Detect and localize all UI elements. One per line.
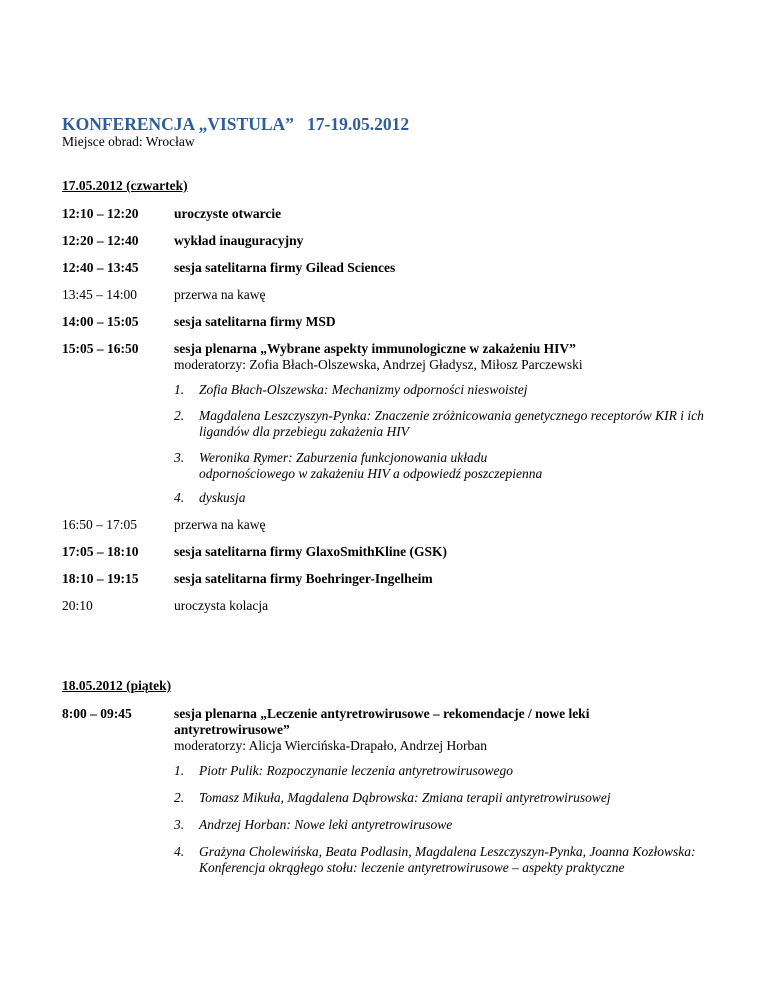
- row-desc: uroczyste otwarcie: [174, 206, 282, 221]
- talk-number: 2.: [174, 408, 185, 423]
- talk-text: Weronika Rymer: Zaburzenia funkcjonowania układu odpornościowego w zakażeniu HIV a odpowiedź poszczepienna: [199, 450, 543, 481]
- row-desc: przerwa na kawę: [174, 517, 266, 532]
- row-time: 15:05 – 16:50: [62, 341, 139, 356]
- row-desc-block: [174, 706, 654, 754]
- talk-text: Grażyna Cholewińska, Beata Podlasin, Magdalena Leszczyszyn-Pynka, Joanna Kozłowska: Konferencja okrągłego stołu: leczenie antyretrowirusowe – aspekty praktyczne: [199, 844, 696, 875]
- row-desc-block: [174, 341, 722, 373]
- talk-item: [174, 408, 704, 440]
- row-desc: uroczysta kolacja: [174, 598, 269, 613]
- row-time: 13:45 – 14:00: [62, 287, 138, 302]
- conference-title: KONFERENCJA „VISTULA” 17-19.05.2012: [62, 114, 410, 134]
- talk-number: 2.: [174, 790, 185, 805]
- session-moderators: moderatorzy: Zofia Błach-Olszewska, Andrzej Gładysz, Miłosz Parczewski: [174, 357, 583, 372]
- row-time: 12:20 – 12:40: [62, 233, 139, 248]
- talk-item: [174, 763, 704, 779]
- row-time: 8:00 – 09:45: [62, 706, 132, 721]
- row-desc: sesja satelitarna firmy MSD: [174, 314, 336, 329]
- talk-number: 3.: [174, 450, 185, 465]
- row-time: 17:05 – 18:10: [62, 544, 139, 559]
- talk-item: [174, 450, 704, 482]
- talk-text: dyskusja: [199, 490, 246, 505]
- talk-text: Andrzej Horban: Nowe leki antyretrowirusowe: [199, 817, 453, 832]
- row-time: 20:10: [62, 598, 93, 613]
- row-time: 12:10 – 12:20: [62, 206, 139, 221]
- row-desc: sesja satelitarna firmy Boehringer-Ingelheim: [174, 571, 433, 586]
- venue-line: Miejsce obrad: Wrocław: [62, 134, 195, 149]
- row-time: 16:50 – 17:05: [62, 517, 138, 532]
- talk-text: Zofia Błach-Olszewska: Mechanizmy odporności nieswoistej: [199, 382, 528, 397]
- talk-text: Magdalena Leszczyszyn-Pynka: Znaczenie zróżnicowania genetycznego receptorów KIR i ich ligandów dla przebiegu zakażenia HIV: [199, 408, 704, 439]
- session-moderators: moderatorzy: Alicja Wiercińska-Drapało, Andrzej Horban: [174, 738, 487, 753]
- row-time: 14:00 – 15:05: [62, 314, 139, 329]
- row-time: 18:10 – 19:15: [62, 571, 139, 586]
- session-title: sesja plenarna „Leczenie antyretrowirusowe – rekomendacje / nowe leki antyretrowirusowe”: [174, 706, 590, 737]
- talk-item: [174, 790, 704, 806]
- row-desc: przerwa na kawę: [174, 287, 266, 302]
- row-desc: wykład inauguracyjny: [174, 233, 304, 248]
- talk-number: 4.: [174, 490, 185, 505]
- talk-number: 4.: [174, 844, 185, 859]
- session-title: sesja plenarna „Wybrane aspekty immunologiczne w zakażeniu HIV”: [174, 341, 576, 356]
- row-desc: sesja satelitarna firmy GlaxoSmithKline (GSK): [174, 544, 447, 559]
- talk-text: Tomasz Mikuła, Magdalena Dąbrowska: Zmiana terapii antyretrowirusowej: [199, 790, 611, 805]
- talk-item: [174, 817, 704, 833]
- talk-item: [174, 844, 704, 876]
- talk-number: 3.: [174, 817, 185, 832]
- talk-number: 1.: [174, 382, 185, 397]
- row-desc: sesja satelitarna firmy Gilead Sciences: [174, 260, 396, 275]
- talk-number: 1.: [174, 763, 185, 778]
- talk-item: [174, 382, 704, 398]
- talk-item: [174, 490, 704, 506]
- day2-heading: 18.05.2012 (piątek): [62, 678, 172, 693]
- day1-heading: 17.05.2012 (czwartek): [62, 178, 188, 193]
- talk-text: Piotr Pulik: Rozpoczynanie leczenia antyretrowirusowego: [199, 763, 513, 778]
- row-time: 12:40 – 13:45: [62, 260, 139, 275]
